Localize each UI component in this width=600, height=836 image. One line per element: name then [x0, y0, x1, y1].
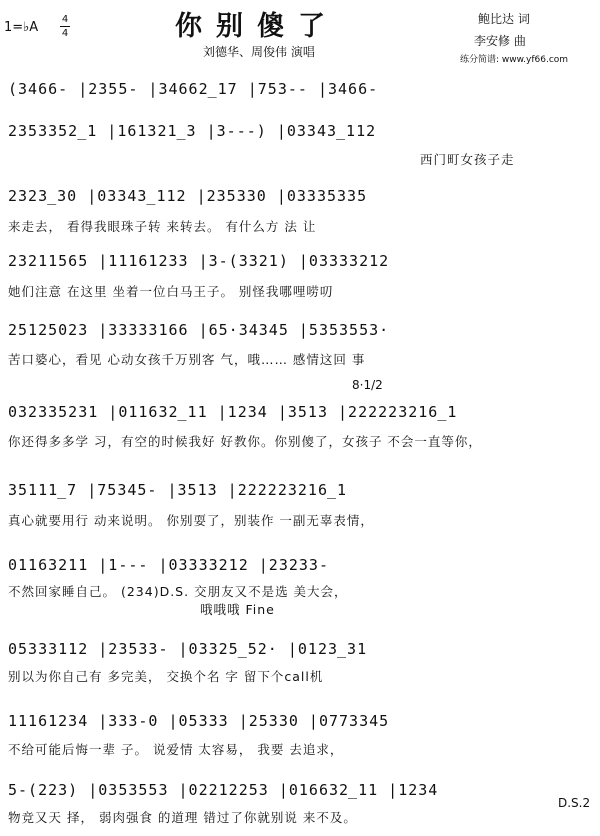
lyric-row: 你还得多多学 习，有空的时候我好 好教你。你别傻了，女孩子 不会一直等你， [8, 434, 482, 449]
lyric-row: 真心就要用行 动来说明。 你别耍了，别装作 一副无辜表情， [8, 513, 374, 528]
lyricist: 鲍比达 词 [478, 12, 530, 26]
notation-row: 01163211 |1--- |03333212 |23233- [8, 556, 329, 574]
website: 练分简谱: www.yf66.com [460, 55, 569, 65]
notation-row: 032335231 |011632̲11 |1234 |3513 |222223216̲1 [8, 403, 458, 421]
notation-row: 5-(223) |0353553 |02212253 |016632̲11 |1234 [8, 781, 439, 799]
fine-marker: 哦哦哦 Fine [200, 602, 275, 617]
time-signature [60, 14, 70, 39]
notation-row: 25125023 |33333166 |65·34345 |5353553· [8, 321, 390, 339]
lyric-row: 西门町女孩子走 [420, 152, 515, 167]
notation-row: 23211565 |11161233 |3-(3321) |03333212 [8, 252, 390, 270]
lyric-row: 她们注意 在这里 坐着一位白马王子。 别怪我哪哩唠叨 [8, 284, 334, 299]
composer: 李安修 曲 [474, 34, 526, 48]
notation-row: 35111̲7 |75345- |3513 |222223216̲1 [8, 481, 348, 499]
segno-marker: 8·1/2 [352, 378, 383, 392]
lyric-row: 苦口婆心，看见 心动女孩千万别客 气，哦…… 感情这回 事 [8, 352, 366, 367]
notation-row: 2323̲30 |03343̲112 |235330 |03335335 [8, 187, 368, 205]
notation-row: 05333112 |23533- |03325̲52· |0123̲31 [8, 640, 368, 658]
notation-row: (3466- |2355- |34662̲17 |753-- |3466- [8, 80, 379, 98]
singers: 刘德华、周俊伟 演唱 [203, 45, 315, 59]
lyric-row: 不给可能后悔一辈 子。 说爱情 太容易， 我要 去追求， [8, 742, 344, 757]
time-signature-bottom: 4 [61, 28, 69, 39]
notation-row: 11161234 |333-0 |05333 |25330 |0773345 [8, 712, 390, 730]
notation-row: 2353352̲1 |161321̲3 |3---) |03343̲112 [8, 122, 377, 140]
song-title: 你别傻了 [175, 11, 339, 42]
lyric-row: 物竞又天 择， 弱肉强食 的道理 错过了你就别说 来不及。 [8, 810, 357, 825]
lyric-row: 别以为你自己有 多完美， 交换个名 字 留下个call机 [8, 669, 324, 684]
time-signature-top: 4 [61, 14, 69, 25]
lyric-row: 来走去， 看得我眼珠子转 来转去。 有什么方 法 让 [8, 219, 317, 234]
ds-marker: D.S.2 [558, 796, 591, 810]
key-signature: 1=♭A [4, 20, 39, 35]
lyric-row: 不然回家睡自己。 (234)D.S. 交朋友又不是选 美大会， [8, 584, 348, 599]
